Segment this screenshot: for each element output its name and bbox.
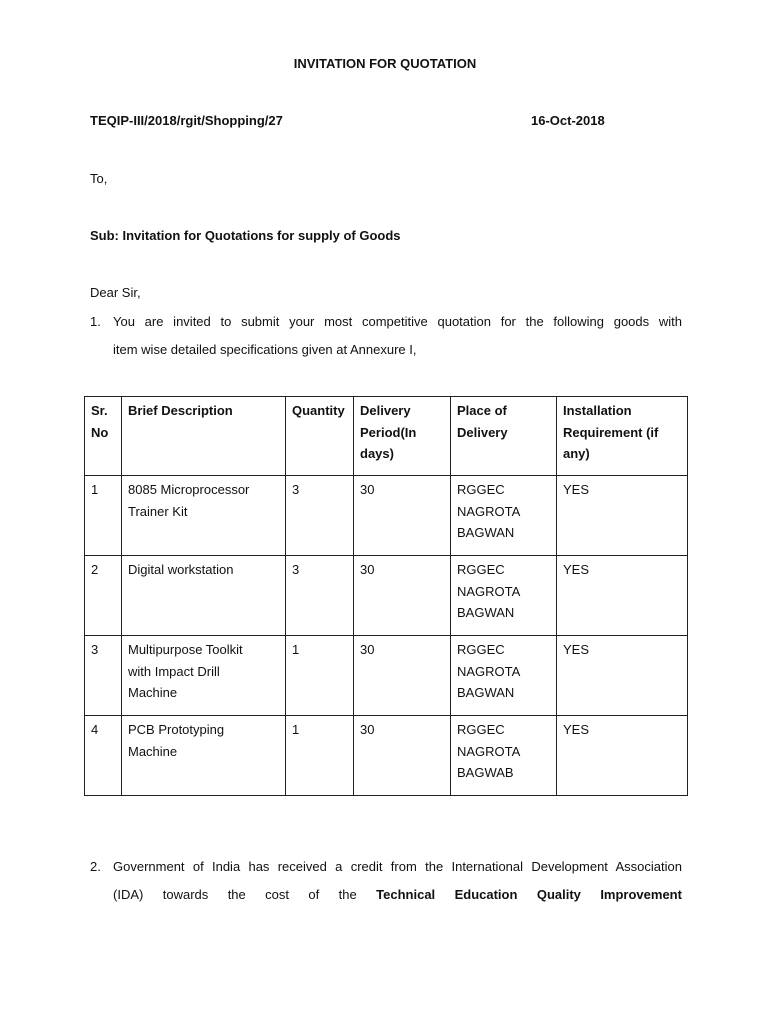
paragraph-1-line: item wise detailed specifications given at Annexure I, — [113, 342, 417, 357]
paragraph-2-bold-word: Education — [454, 887, 518, 902]
header-quantity: Quantity — [286, 397, 354, 476]
cell-place-of-delivery: RGGEC NAGROTA BAGWAN — [451, 476, 557, 556]
cell-installation: YES — [557, 476, 688, 556]
table-row — [85, 556, 688, 636]
cell-description: PCB Prototyping Machine — [122, 716, 286, 796]
paragraph-2 — [90, 853, 682, 909]
paragraph-2-line: Government of India has received a credit from the International Development Association — [113, 859, 682, 874]
document-title: INVITATION FOR QUOTATION — [293, 56, 477, 71]
header-delivery-period: Delivery Period(In days) — [354, 397, 451, 476]
cell-place-of-delivery: RGGEC NAGROTA BAGWAN — [451, 556, 557, 636]
cell-quantity: 1 — [286, 716, 354, 796]
header-brief-description: Brief Description — [122, 397, 286, 476]
header-installation-requirement: Installation Requirement (if any) — [557, 397, 688, 476]
table-header-row — [85, 397, 688, 476]
cell-delivery-period: 30 — [354, 476, 451, 556]
paragraph-2-word: cost — [265, 887, 290, 902]
paragraph-2-word: (IDA) — [113, 887, 144, 902]
header-sr-no: Sr. No — [85, 397, 122, 476]
cell-place-of-delivery: RGGEC NAGROTA BAGWAB — [451, 716, 557, 796]
cell-sr-no: 3 — [85, 636, 122, 716]
paragraph-1 — [90, 308, 682, 364]
paragraph-2-word: towards — [162, 887, 209, 902]
paragraph-2-number: 2. — [90, 859, 101, 874]
paragraph-2-word: of — [308, 887, 320, 902]
document-date: 16-Oct-2018 — [531, 113, 605, 128]
cell-delivery-period: 30 — [354, 636, 451, 716]
table-row — [85, 476, 688, 556]
cell-quantity: 3 — [286, 476, 354, 556]
paragraph-2-bold-word: Improvement — [600, 887, 682, 902]
subject-line: Sub: Invitation for Quotations for supply of Goods — [90, 228, 401, 243]
paragraph-2-bold-word: Technical — [376, 887, 436, 902]
table-row — [85, 636, 688, 716]
addressee-line: To, — [90, 171, 108, 186]
cell-description: Multipurpose Toolkit with Impact Drill Machine — [122, 636, 286, 716]
salutation: Dear Sir, — [90, 285, 141, 300]
cell-sr-no: 1 — [85, 476, 122, 556]
reference-number: TEQIP-III/2018/rgit/Shopping/27 — [90, 113, 283, 128]
cell-delivery-period: 30 — [354, 716, 451, 796]
paragraph-2-line — [113, 881, 682, 909]
header-place-of-delivery: Place of Delivery — [451, 397, 557, 476]
cell-delivery-period: 30 — [354, 556, 451, 636]
cell-sr-no: 2 — [85, 556, 122, 636]
cell-place-of-delivery: RGGEC NAGROTA BAGWAN — [451, 636, 557, 716]
table-row — [85, 716, 688, 796]
cell-installation: YES — [557, 636, 688, 716]
cell-description: 8085 Microprocessor Trainer Kit — [122, 476, 286, 556]
cell-description: Digital workstation — [122, 556, 286, 636]
paragraph-1-line: You are invited to submit your most competitive quotation for the following goods with — [113, 314, 682, 329]
cell-quantity: 1 — [286, 636, 354, 716]
cell-installation: YES — [557, 716, 688, 796]
items-table — [84, 396, 688, 796]
paragraph-1-number: 1. — [90, 314, 101, 329]
paragraph-2-word: the — [227, 887, 246, 902]
paragraph-2-bold-word: Quality — [536, 887, 581, 902]
cell-quantity: 3 — [286, 556, 354, 636]
cell-sr-no: 4 — [85, 716, 122, 796]
paragraph-2-word: the — [338, 887, 357, 902]
cell-installation: YES — [557, 556, 688, 636]
